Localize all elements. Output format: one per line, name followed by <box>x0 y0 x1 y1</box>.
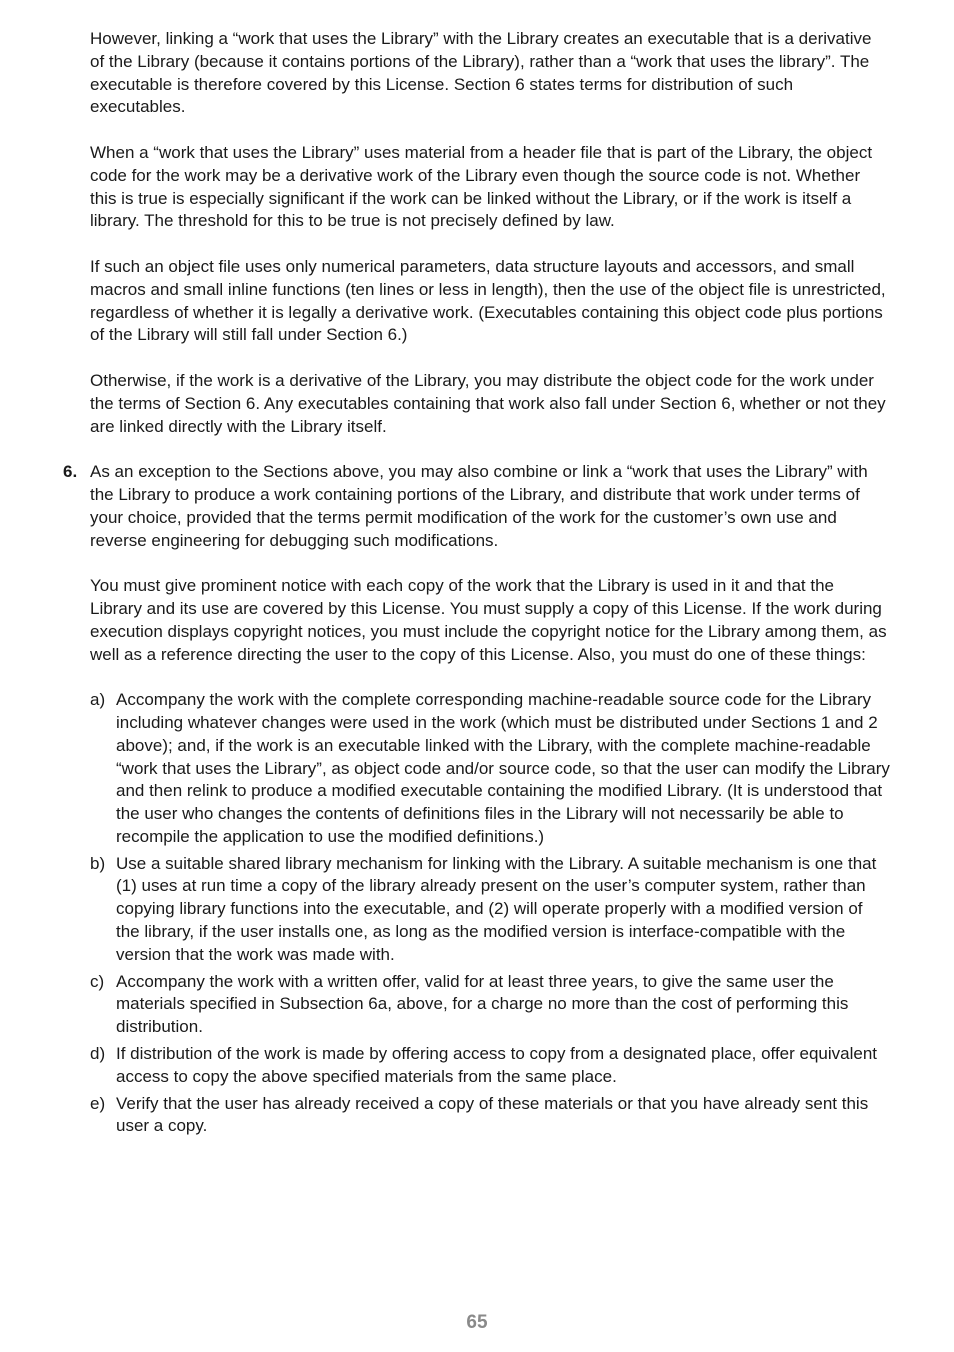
list-item-text: Use a suitable shared library mechanism for linking with the Library. A suitable mechanism is one that (1) uses at run time a copy of the library already present on the user’s computer system, rather than copying library functions into the executable, and (2) will operate properly with a modified version of the library, if the user installs one, as long as the modified version is interface-compatible with the version that the work was made with. <box>116 853 877 964</box>
list-item-d <box>90 1043 890 1089</box>
section-6-paragraph: You must give prominent notice with each copy of the work that the Library is used in it and that the Library and its use are covered by this License. You must supply a copy of this License. If the work during execution displays copyright notices, you must include the copyright notice for the Library among them, as well as a reference directing the user to the copy of this License. Also, you must do one of these things: <box>90 576 887 664</box>
list-item-text: Verify that the user has already received a copy of these materials or that you have already sent this user a copy. <box>116 1093 869 1136</box>
list-item-text: If distribution of the work is made by offering access to copy from a designated place, offer equivalent access to copy the above specified materials from the same place. <box>116 1044 878 1086</box>
section-number: 6. <box>63 462 78 482</box>
section-6 <box>0 461 954 1138</box>
options-list <box>90 689 890 1138</box>
paragraph: When a “work that uses the Library” uses material from a header file that is part of the Library, the object code for the work may be a derivative work of the Library even though the source code is not. Whether this is true is especially significant if the work can be linked without the Library, or if the work is itself a library. The threshold for this to be true is not precisely defined by law. <box>90 142 873 231</box>
document-page <box>0 28 954 1142</box>
list-marker: b) <box>90 853 106 873</box>
list-item-c <box>90 971 890 1039</box>
section-6-paragraph: As an exception to the Sections above, you may also combine or link a “work that uses the Library” with the Library to produce a work containing portions of the Library, and distribute that work under terms of your choice, provided that the terms permit modification of the work for the customer’s own use and reverse engineering for debugging such modifications. <box>90 462 868 550</box>
list-item-b <box>90 853 890 967</box>
list-marker: d) <box>90 1044 106 1064</box>
paragraph: However, linking a “work that uses the Library” with the Library creates an executable that is a derivative of the Library (because it contains portions of the Library), rather than a “work that uses the library”. The executable is therefore covered by this License. Section 6 states terms for distribution of such executables. <box>90 29 872 117</box>
paragraph: If such an object file uses only numerical parameters, data structure layouts and accessors, and small macros and small inline functions (ten lines or less in length), then the use of the object file is unrestricted, regardless of whether it is legally a derivative work. (Executables containing this object code plus portions of the Library will still fall under Section 6.) <box>90 256 886 345</box>
list-item-text: Accompany the work with the complete corresponding machine-readable source code for the Library including whatever changes were used in the work (which must be distributed under Sections 1 and 2 above); and, if the work is an executable linked with the Library, with the complete machine-readable “work that uses the Library”, as object code and/or source code, so that the user can modify the Library and then relink to produce a modified executable containing the modified Library. (It is understood that the user who changes the contents of definitions files in the Library will not necessarily be able to recompile the application to use the modified definitions.) <box>116 690 890 846</box>
list-marker: c) <box>90 971 105 991</box>
list-marker: a) <box>90 690 106 710</box>
page-number: 65 <box>466 1312 488 1333</box>
list-item-text: Accompany the work with a written offer, valid for at least three years, to give the same user the materials specified in Subsection 6a, above, for a charge no more than the cost of performing this distribution. <box>116 971 849 1037</box>
list-marker: e) <box>90 1093 106 1113</box>
list-item-e <box>90 1093 890 1139</box>
paragraph: Otherwise, if the work is a derivative of the Library, you may distribute the object code for the work under the terms of Section 6. Any executables containing that work also fall under Section 6, whether or not they are linked directly with the Library itself. <box>90 370 886 436</box>
list-item-a <box>90 689 890 849</box>
